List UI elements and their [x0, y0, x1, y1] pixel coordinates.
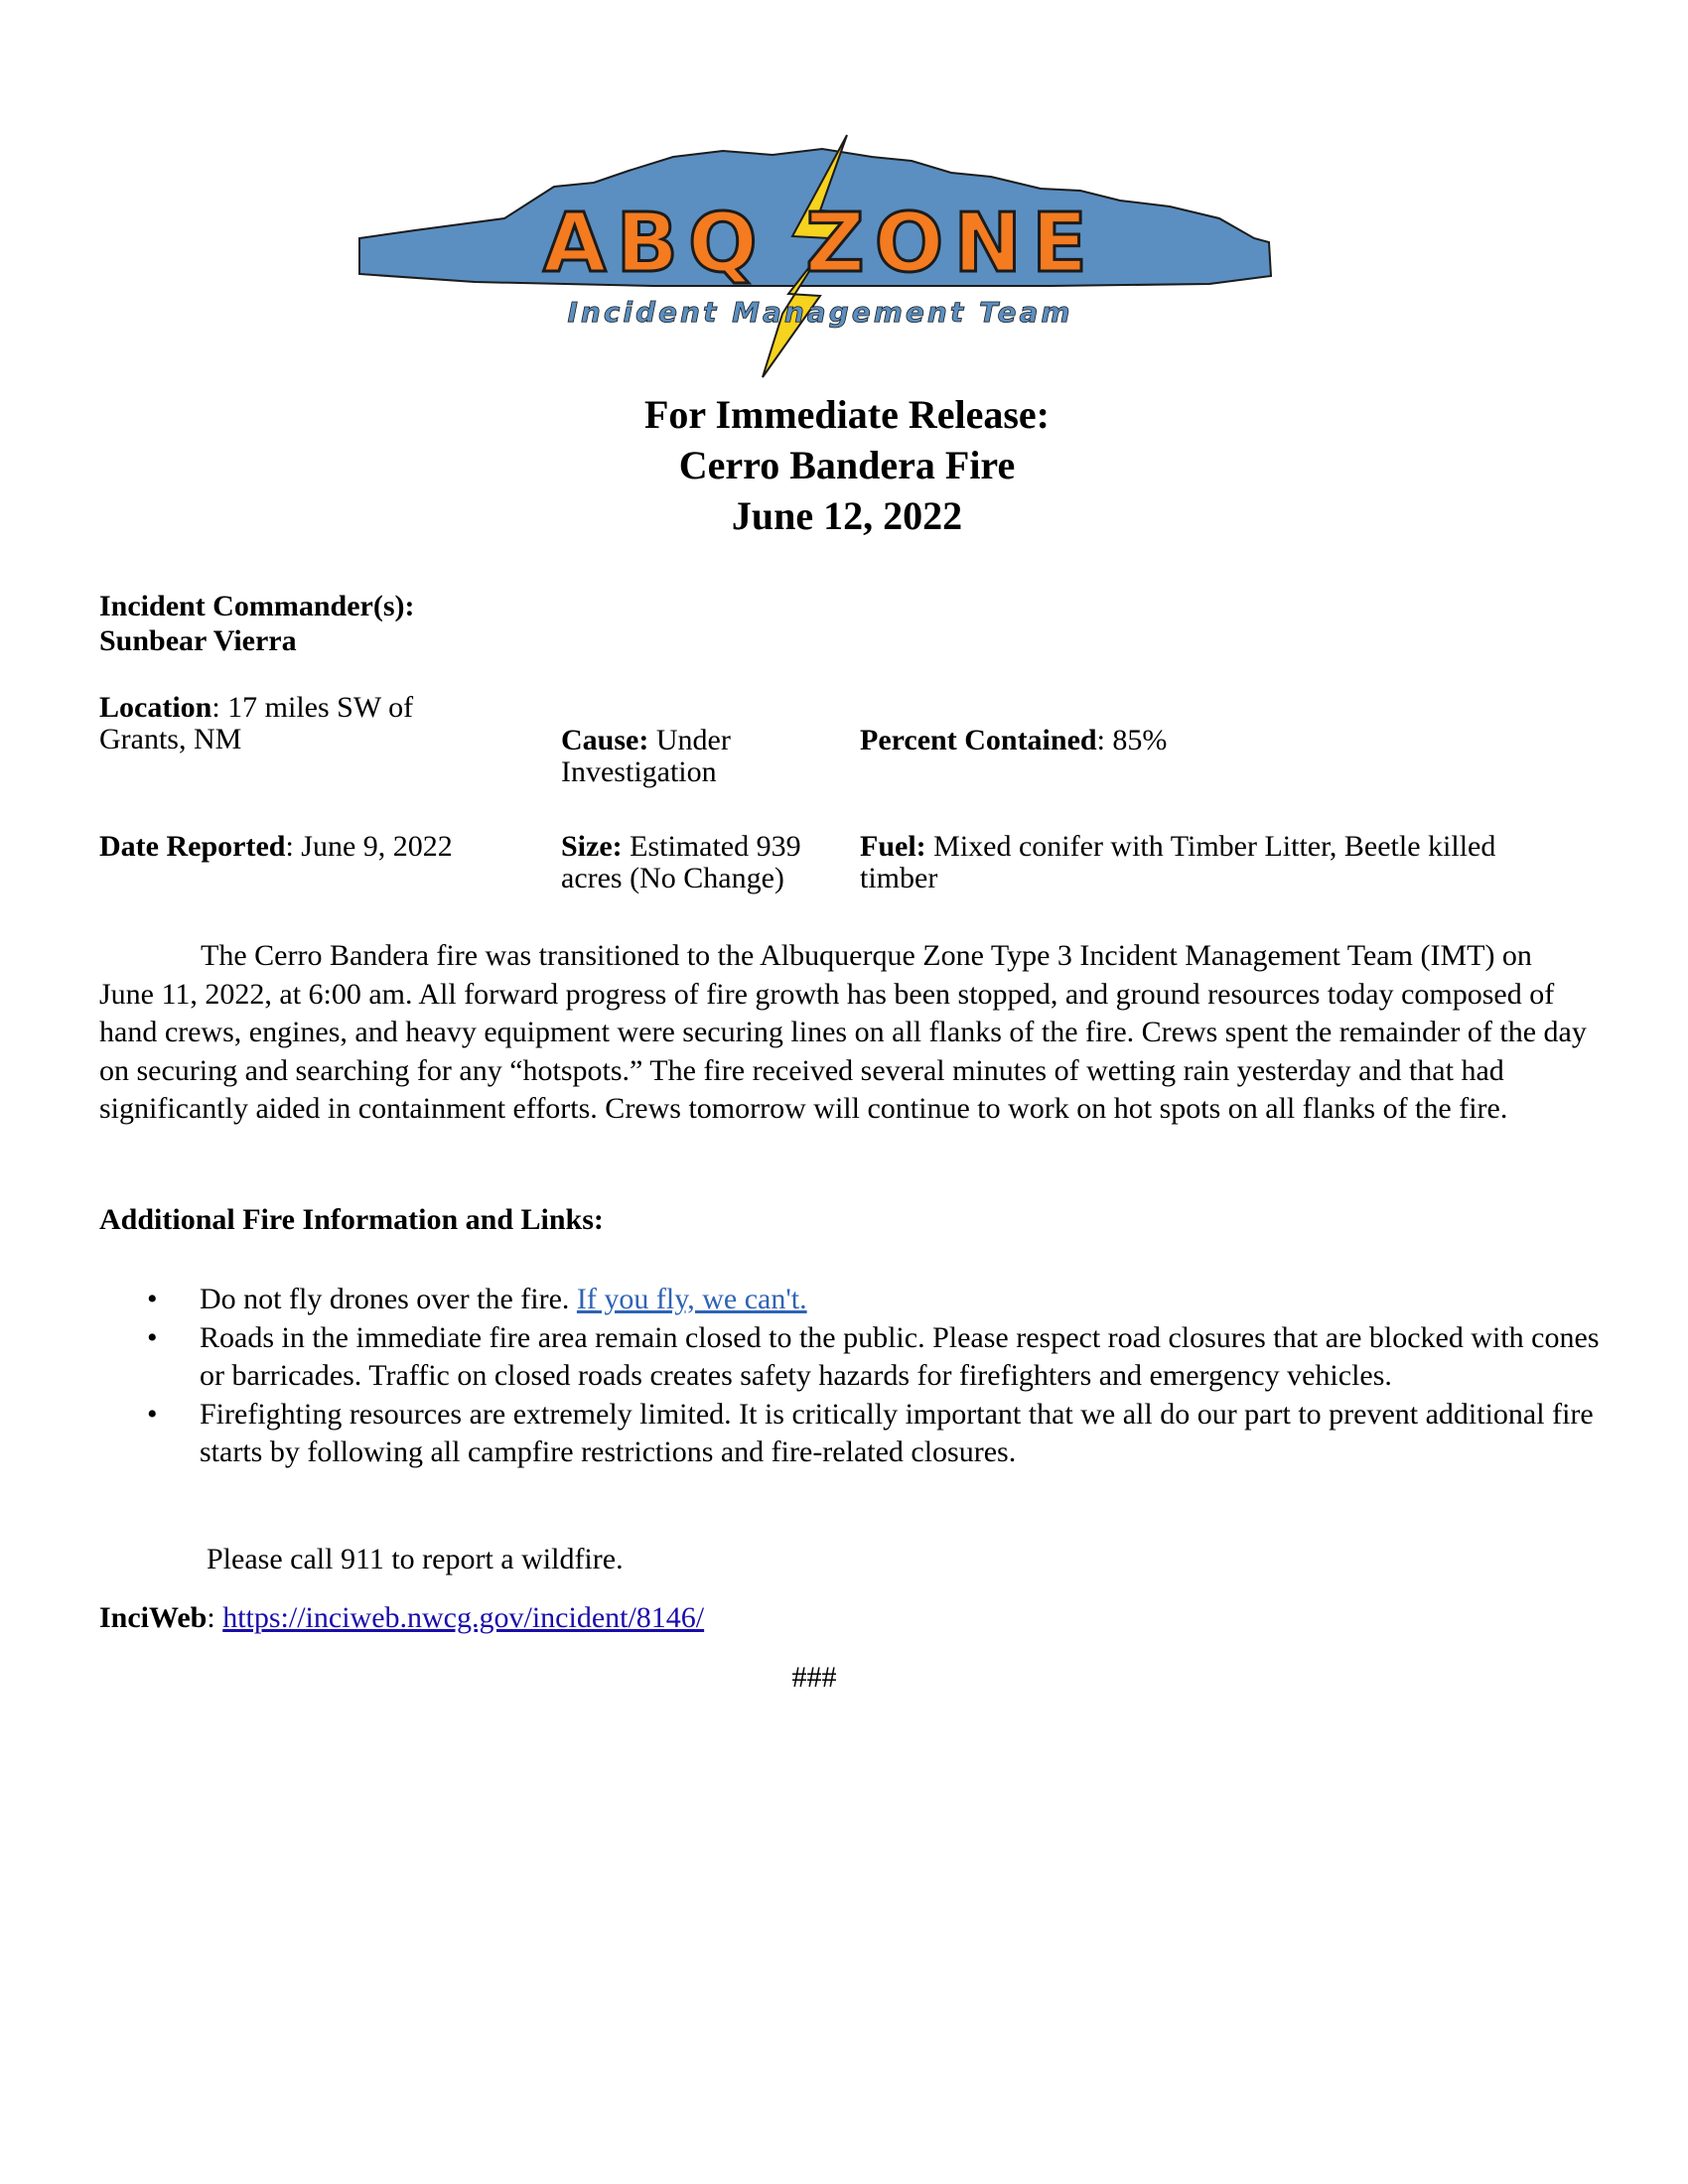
- size-label: Size:: [561, 830, 623, 863]
- date-reported-value: : June 9, 2022: [285, 830, 453, 863]
- inciweb-label: InciWeb: [99, 1601, 208, 1634]
- location-field: [99, 692, 413, 755]
- fuel-value-1: Mixed conifer with Timber Litter, Beetle killed: [925, 830, 1496, 863]
- logo-subtitle: Incident Management Team: [567, 296, 1073, 329]
- report-wildfire-line: Please call 911 to report a wildfire.: [207, 1543, 624, 1575]
- release-date: June 12, 2022: [731, 493, 963, 538]
- inciweb-line: [99, 1599, 704, 1637]
- location-value-1: : 17 miles SW of: [211, 691, 414, 724]
- incident-commander: [99, 589, 414, 658]
- size-value-2: acres (No Change): [561, 862, 784, 894]
- date-reported-label: Date Reported: [99, 830, 286, 863]
- percent-contained-field: [860, 725, 1167, 756]
- cause-field: [561, 725, 731, 788]
- logo-wordmark: ABQ ZONE: [542, 197, 1098, 291]
- title-line-1: For Immediate Release:: [643, 392, 1050, 437]
- list-item: [99, 1396, 1604, 1472]
- bullet-icon: •: [147, 1397, 158, 1431]
- bullet-icon: •: [147, 1320, 158, 1354]
- contained-value: : 85%: [1096, 724, 1168, 756]
- list-item: [99, 1319, 1604, 1396]
- contained-label: Percent Contained: [860, 724, 1097, 756]
- bullet-icon: •: [147, 1283, 158, 1315]
- commander-name: Sunbear Vierra: [99, 624, 297, 657]
- abq-zone-logo: [355, 127, 1279, 380]
- end-mark-text: ###: [791, 1661, 837, 1694]
- bullet-text: Do not fly drones over the fire.: [200, 1283, 577, 1315]
- situation-paragraph: The Cerro Bandera fire was transitioned to the Albuquerque Zone Type 3 Incident Management Team (IMT) on June 11, 2022, at 6:00 am. All forward progress of fire growth has been stopped, and ground resources today composed of hand crews, engines, and heavy equipment were securing lines on all flanks of the fire. Crews spent the remainder of the day on securing and searching for any “hotspots.” The fire received several minutes of wetting rain yesterday and that had significantly aided in containment efforts. Crews tomorrow will continue to work on hot spots on all flanks of the fire.: [99, 939, 1587, 1125]
- bullet-text: Roads in the immediate fire area remain closed to the public. Please respect road closures that are blocked with cones or barricades. Traffic on closed roads creates safety hazards for firefighters and emergency vehicles.: [200, 1320, 1600, 1392]
- fuel-value-2: timber: [860, 862, 938, 894]
- fire-name: Cerro Bandera Fire: [678, 443, 1016, 487]
- drone-safety-link[interactable]: If you fly, we can't.: [576, 1283, 807, 1315]
- cause-value-1: Under: [648, 724, 731, 756]
- size-field: [561, 831, 801, 894]
- release-title: [0, 389, 1688, 541]
- fuel-label: Fuel:: [860, 830, 926, 863]
- bullet-text: Firefighting resources are extremely limited. It is critically important that we all do our part to prevent additional fire starts by following all campfire restrictions and fire-related closures.: [200, 1397, 1594, 1468]
- size-value-1: Estimated 939: [622, 830, 801, 863]
- cause-value-2: Investigation: [561, 755, 717, 788]
- additional-info-heading: Additional Fire Information and Links:: [99, 1203, 604, 1236]
- location-label: Location: [99, 691, 212, 724]
- date-reported-field: [99, 831, 453, 863]
- fuel-field: [860, 831, 1495, 894]
- end-mark: [0, 1659, 1688, 1697]
- inciweb-link[interactable]: https://inciweb.nwcg.gov/incident/8146/: [222, 1601, 705, 1634]
- inciweb-sep: :: [207, 1601, 223, 1634]
- cause-label: Cause:: [561, 724, 649, 756]
- location-value-2: Grants, NM: [99, 723, 242, 755]
- list-item: [99, 1281, 1604, 1319]
- info-bullet-list: [99, 1281, 1604, 1472]
- commander-label: Incident Commander(s):: [99, 590, 415, 622]
